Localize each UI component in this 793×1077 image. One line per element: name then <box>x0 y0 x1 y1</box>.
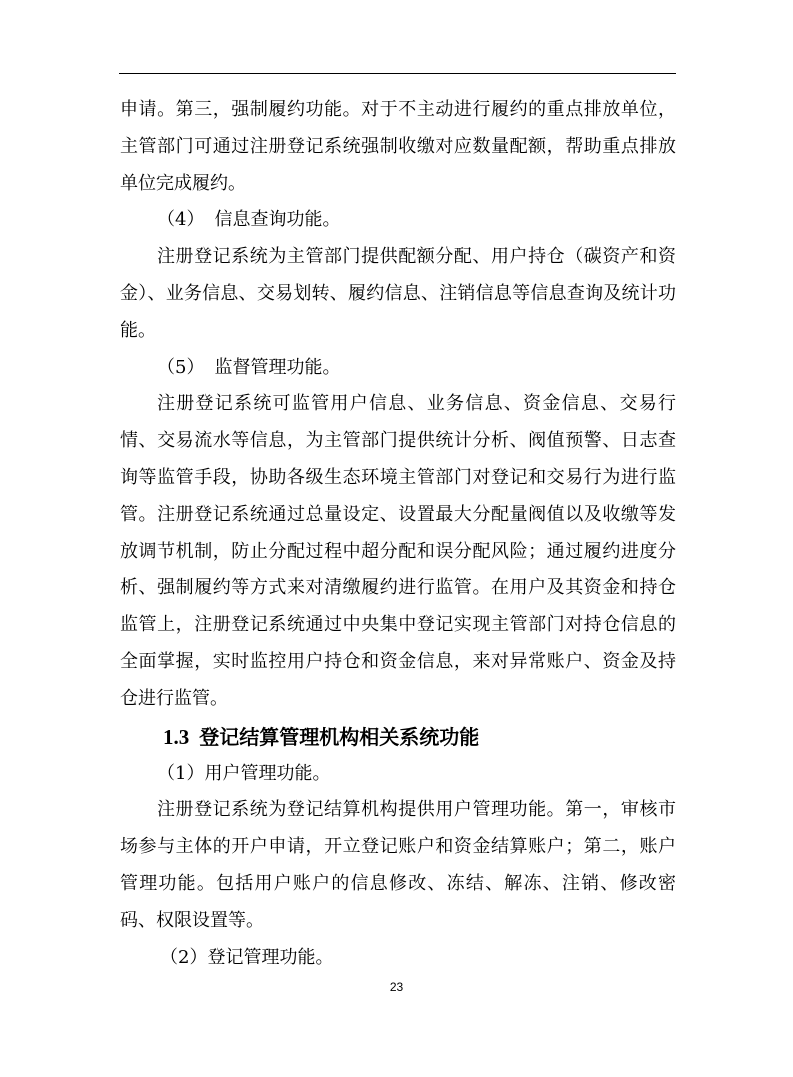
paragraph-supervision: 注册登记系统可监管用户信息、业务信息、资金信息、交易行情、交易流水等信息，为主管部门提供统计分析、阀值预警、日志查询等监管手段，协助各级生态环境主管部门对登记和交易行为进行监管。注册登记系统通过总量设定、设置最大分配量阀值以及收缴等发放调节机制，防止分配过程中超分配和误分配风险；通过履约进度分析、强制履约等方式来对清缴履约进行监管。在用户及其资金和持仓监管上，注册登记系统通过中央集中登记实现主管部门对持仓信息的全面掌握，实时监控用户持仓和资金信息，来对异常账户、资金及持仓进行监管。 <box>120 393 676 709</box>
item-user-management: （1）用户管理功能。 <box>157 762 331 784</box>
page-number: 23 <box>389 980 404 994</box>
item-supervision <box>120 350 676 387</box>
item-title: 监督管理功能。 <box>214 356 341 378</box>
item-title: 信息查询功能。 <box>214 209 341 231</box>
header-rule <box>119 73 676 74</box>
paragraph-compliance-continued: 申请。第三，强制履约功能。对于不主动进行履约的重点排放单位，主管部门可通过注册登记系统强制收缴对应数量配额，帮助重点排放单位完成履约。 <box>120 99 676 194</box>
item-info-query <box>120 202 676 239</box>
item-number: （4） <box>157 209 205 231</box>
item-number: （5） <box>157 356 205 378</box>
paragraph-user-management: 注册登记系统为登记结算机构提供用户管理功能。第一，审核市场参与主体的开户申请，开立登记账户和资金结算账户；第二，账户管理功能。包括用户账户的信息修改、冻结、解冻、注销、修改密码、权限设置等。 <box>120 799 676 931</box>
section-number: 1.3 <box>163 724 190 749</box>
item-registration-management: （2）登记管理功能。 <box>160 946 334 968</box>
page-body <box>120 92 676 976</box>
section-heading <box>120 718 676 756</box>
paragraph-info-query: 注册登记系统为主管部门提供配额分配、用户持仓（碳资产和资金）、业务信息、交易划转、履约信息、注销信息等信息查询及统计功能。 <box>120 246 676 341</box>
section-title: 登记结算管理机构相关系统功能 <box>199 724 480 749</box>
